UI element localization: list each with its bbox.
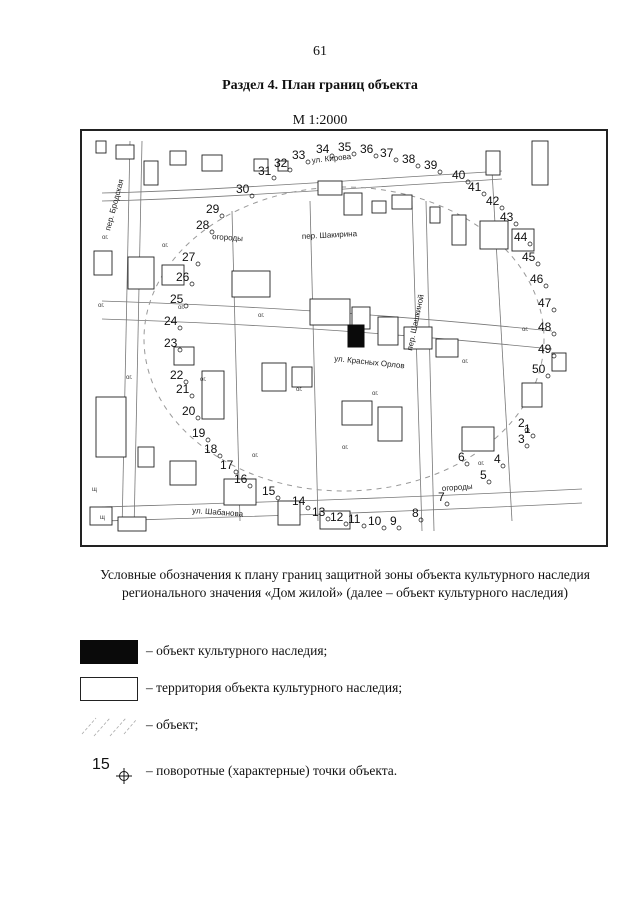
turning-point-marker [190, 394, 194, 398]
turning-point-label: 45 [522, 250, 536, 264]
turning-point-marker [178, 326, 182, 330]
turning-point-marker [362, 524, 366, 528]
turning-point-label: 14 [292, 494, 306, 508]
plot-label: ог. [522, 327, 529, 333]
street-label: ул. Шабанова [191, 506, 244, 519]
turning-point-label: 3 [518, 432, 525, 446]
turning-point-label: 50 [532, 362, 546, 376]
turning-point-label: 20 [182, 404, 196, 418]
plot-label: щ [100, 515, 105, 521]
street-label: ул. Красных Орлов [333, 354, 406, 371]
street-label: огороды [441, 481, 473, 493]
street-label: ул. Кирова [311, 151, 352, 165]
turning-point-label: 29 [206, 202, 220, 216]
turning-point-label: 19 [192, 426, 206, 440]
plot-label: ог. [126, 375, 133, 381]
legend-text-object-zone: – объект; [146, 717, 199, 732]
plot-label: ог. [342, 445, 349, 451]
turning-point-marker [196, 262, 200, 266]
turning-point-label: 44 [514, 230, 528, 244]
turning-point-label: 42 [486, 194, 500, 208]
turning-point-label: 7 [438, 490, 445, 504]
turning-point-marker [397, 526, 401, 530]
turning-point-label: 25 [170, 292, 184, 306]
turning-point-marker [419, 518, 423, 522]
turning-point-marker [272, 176, 276, 180]
turning-point-label: 15 [262, 484, 276, 498]
turning-point-marker [531, 434, 535, 438]
turning-point-label: 1 [524, 422, 531, 436]
turning-point-marker [416, 164, 420, 168]
turning-point-label: 28 [196, 218, 210, 232]
turning-point-label: 6 [458, 450, 465, 464]
turning-point-label: 5 [480, 468, 487, 482]
turning-point-label: 27 [182, 250, 196, 264]
plot-label: ог. [296, 387, 303, 393]
page-number: 61 [313, 44, 327, 59]
plot-label: ог. [252, 453, 259, 459]
turning-point-label: 2 [518, 416, 525, 430]
turning-point-marker [514, 222, 518, 226]
turning-point-label: 46 [530, 272, 544, 286]
turning-point-label: 37 [380, 146, 394, 160]
street-label: пер. Шашкиной [405, 293, 426, 352]
turning-point-label: 32 [274, 156, 288, 170]
legend-text-turning-points: – поворотные (характерные) точки объекта. [146, 763, 398, 778]
turning-point-marker [536, 262, 540, 266]
turning-point-label: 24 [164, 314, 178, 328]
turning-point-label: 8 [412, 506, 419, 520]
turning-point-marker [445, 502, 449, 506]
map-scale: М 1:2000 [292, 113, 348, 128]
turning-point-marker [552, 332, 556, 336]
legend-item-heritage-territory [80, 677, 620, 705]
turning-point-label: 40 [452, 168, 466, 182]
turning-point-label: 21 [176, 382, 190, 396]
plot-label: ог. [478, 461, 485, 467]
turning-point-label: 38 [402, 152, 416, 166]
turning-point-label: 17 [220, 458, 234, 472]
turning-point-label: 10 [368, 514, 382, 528]
turning-point-label: 39 [424, 158, 438, 172]
plot-label: ог. [98, 303, 105, 309]
turning-point-marker [552, 308, 556, 312]
map-canvas [82, 131, 608, 547]
plot-label: ог. [258, 313, 265, 319]
plot-label: ог. [372, 391, 379, 397]
turning-point-marker [394, 158, 398, 162]
section-title: Раздел 4. План границ объекта [222, 78, 418, 93]
turning-point-label: 43 [500, 210, 514, 224]
turning-point-marker [546, 374, 550, 378]
turning-point-label: 26 [176, 270, 190, 284]
legend-item-turning-points [80, 756, 620, 788]
heritage-object-swatch [80, 640, 138, 664]
boundary-map [80, 129, 608, 547]
plot-label: ог. [462, 359, 469, 365]
turning-point-marker [288, 168, 292, 172]
turning-point-label: 31 [258, 164, 272, 178]
street-label: пер. Бродская [103, 178, 126, 232]
heritage-building [348, 325, 364, 347]
plot-label: ог. [102, 235, 109, 241]
turning-point-label: 23 [164, 336, 178, 350]
street-label: огороды [211, 232, 244, 244]
turning-point-label: 49 [538, 342, 552, 356]
legend-text-heritage-territory: – территория объекта культурного наследия; [146, 680, 403, 695]
turning-point-marker [220, 214, 224, 218]
turning-point-label: 22 [170, 368, 184, 382]
turning-point-label: 4 [494, 452, 501, 466]
turning-point-label: 33 [292, 148, 306, 162]
legend-item-object-zone [80, 714, 620, 742]
turning-point-marker [544, 284, 548, 288]
turning-point-label: 12 [330, 510, 344, 524]
turning-point-label: 18 [204, 442, 218, 456]
legend-item-heritage-object [80, 640, 620, 668]
turning-point-label: 11 [348, 512, 361, 526]
turning-point-label: 13 [312, 505, 326, 519]
heritage-territory-swatch [80, 677, 138, 701]
plot-label: щ [92, 487, 97, 493]
turning-point-marker [465, 462, 469, 466]
turning-point-marker [306, 160, 310, 164]
plot-label: ог. [178, 305, 185, 311]
turning-point-label: 30 [236, 182, 250, 196]
legend-text-heritage-object: – объект культурного наследия; [146, 643, 328, 658]
turning-point-marker [352, 152, 356, 156]
turning-point-label: 16 [234, 472, 248, 486]
turning-point-marker [276, 496, 280, 500]
turning-point-marker [487, 480, 491, 484]
legend-caption: Условные обозначения к плану границ защитной зоны объекта культурного наследия регионального значения «Дом жилой» (далее – объект культурного наследия) [100, 567, 590, 600]
plot-label: ог. [162, 243, 169, 249]
street-label: пер. Шакирина [301, 229, 358, 241]
turning-point-marker [525, 444, 529, 448]
object-zone-swatch [80, 714, 138, 738]
turning-point-label: 36 [360, 142, 374, 156]
turning-point-marker [374, 154, 378, 158]
turning-point-marker [306, 506, 310, 510]
turning-point-marker [196, 416, 200, 420]
turning-point-label: 48 [538, 320, 552, 334]
turning-point-marker [382, 526, 386, 530]
turning-point-marker [501, 464, 505, 468]
turning-point-marker [190, 282, 194, 286]
turning-point-number: 15 [92, 756, 110, 773]
plot-label: ог. [200, 377, 207, 383]
turning-point-label: 9 [390, 514, 397, 528]
turning-point-marker [438, 170, 442, 174]
turning-point-label: 41 [468, 180, 482, 194]
turning-point-label: 47 [538, 296, 552, 310]
turning-point-label: 35 [338, 140, 352, 154]
crosshair-icon [116, 768, 132, 784]
turning-point-label: 34 [316, 142, 330, 156]
